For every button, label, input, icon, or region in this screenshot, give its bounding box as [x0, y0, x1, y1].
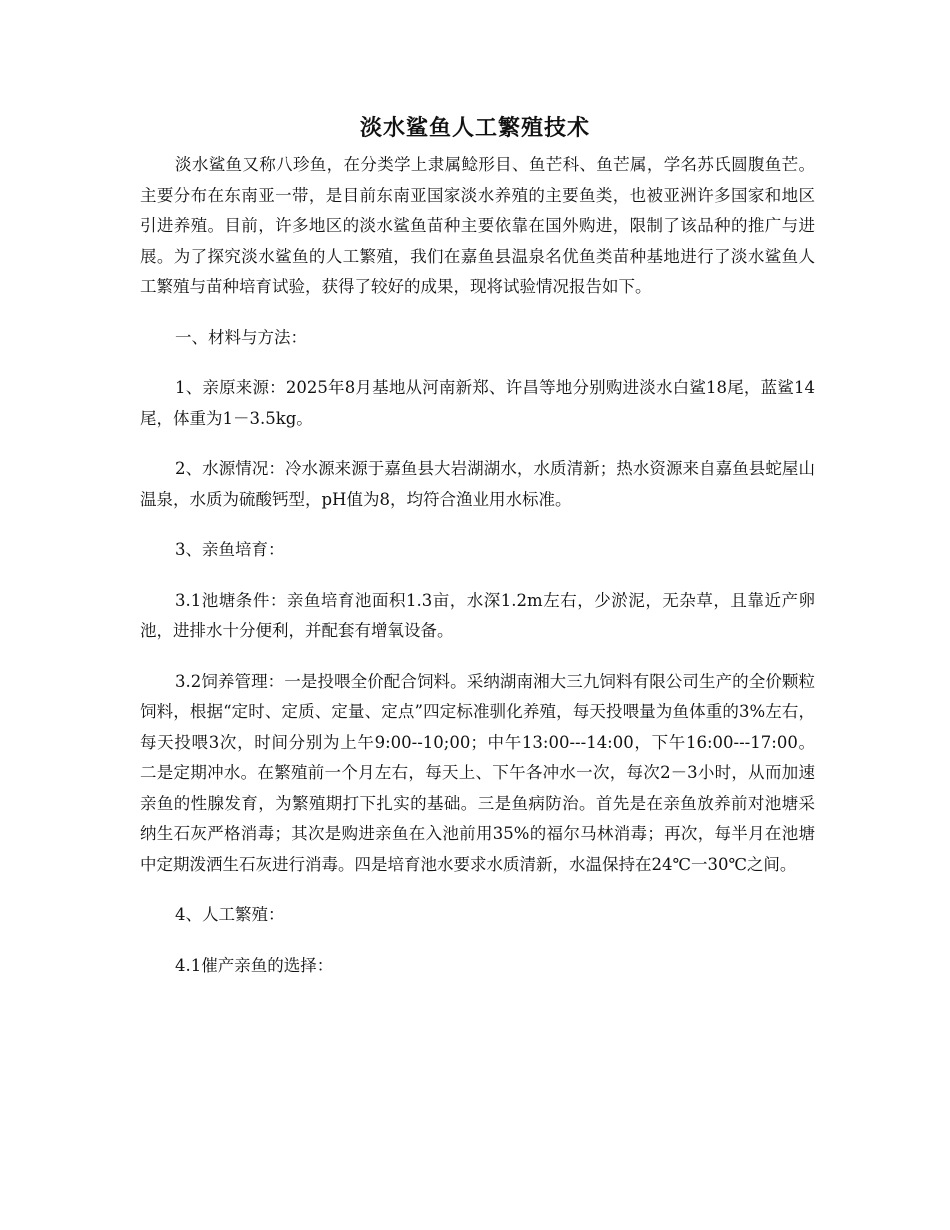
subheading-artificial-breeding: 4、人工繁殖： — [175, 905, 285, 924]
subheading-broodstock-rearing: 3、亲鱼培育： — [175, 540, 285, 559]
paragraph-broodstock-source: 1、亲原来源：2025年8月基地从河南新郑、许昌等地分别购进淡水白鲨18尾，蓝鲨14尾，体重为1－3.5kg。 — [140, 378, 815, 428]
section-heading-materials-methods: 一、材料与方法： — [175, 327, 307, 347]
paragraph-water-source: 2、水源情况：冷水源来源于嘉鱼县大岩湖湖水，水质清新；热水资源来自嘉鱼县蛇屋山温泉，水质为硫酸钙型，pH值为8，均符合渔业用水标准。 — [140, 459, 815, 509]
document-title: 淡水鲨鱼人工繁殖技术 — [359, 115, 590, 141]
paragraph-feeding-management: 3.2饲养管理：一是投喂全价配合饲料。采纳湖南湘大三九饲料有限公司生产的全价颗粒饲料，根据“定时、定质、定量、定点”四定标准驯化养殖，每天投喂量为鱼体重的3%左右，每天投喂3次，时间分别为上午9:00--10;00；中午13:00---14:00，下午16:00---17:00。二是定期冲水。在繁殖前一个月左右，每天上、下午各冲水一次，每次2－3小时，从而加速亲鱼的性腺发育，为繁殖期打下扎实的基础。三是鱼病防治。首先是在亲鱼放养前对池塘采纳生石灰严格消毒；其次是购进亲鱼在入池前用35%的福尔马林消毒；再次，每半月在池塘中定期泼洒生石灰进行消毒。四是培育池水要求水质清新，水温保持在24℃一30℃之间。 — [140, 671, 815, 874]
document-body — [140, 150, 815, 1001]
subheading-broodstock-selection: 4.1催产亲鱼的选择： — [175, 955, 334, 975]
paragraph-intro: 淡水鲨鱼又称八珍鱼，在分类学上隶属鲶形目、鱼芒科、鱼芒属，学名苏氏圆腹鱼芒。主要分布在东南亚一带，是目前东南亚国家淡水养殖的主要鱼类，也被亚洲许多国家和地区引进养殖。目前，许多地区的淡水鲨鱼苗种主要依靠在国外购进，限制了该品种的推广与进展。为了探究淡水鲨鱼的人工繁殖，我们在嘉鱼县温泉名优鱼类苗种基地进行了淡水鲨鱼人工繁殖与苗种培育试验，获得了较好的成果，现将试验情况报告如下。 — [140, 155, 815, 296]
paragraph-pond-conditions: 3.1池塘条件：亲鱼培育池面积1.3亩，水深1.2m左右，少淤泥，无杂草，且靠近产卵池，进排水十分便利，并配套有增氧设备。 — [140, 590, 815, 640]
